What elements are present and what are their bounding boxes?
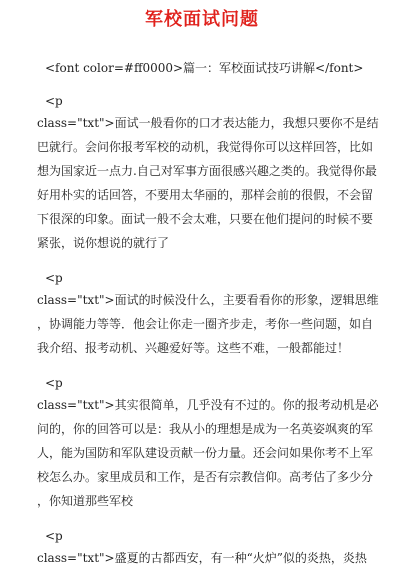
- paragraph-line: ，你知道那些军校: [37, 494, 134, 508]
- paragraph-line: class="txt">面试一般看你的口才表达能力，我想只要你不是结: [37, 116, 379, 130]
- paragraph-line: 想为国家近一点力.自己对军事方面很感兴趣之类的。我觉得你最: [37, 164, 377, 178]
- paragraph-block: [37, 268, 379, 360]
- paragraph-line: 问的，你的回答可以是：我从小的理想是成为一名英姿飒爽的军: [37, 422, 374, 436]
- paragraph-block: [37, 526, 367, 570]
- section-subhead: <font color=#ff0000>篇一：军校面试技巧讲解</font>: [45, 61, 364, 75]
- paragraph-line: class="txt">盛夏的古都西安，有一种“火炉”似的炎热，炎热: [37, 551, 367, 565]
- paragraph-block: [37, 373, 379, 513]
- p-tag-open: <p: [45, 376, 63, 390]
- paragraph-line: 巴就行。会问你报考军校的动机，我觉得你可以这样回答，比如: [37, 140, 374, 154]
- paragraph-line: 紧张，说你想说的就行了: [37, 236, 170, 250]
- p-tag-open: <p: [45, 529, 63, 543]
- paragraph-line: ，协调能力等等．他会让你走一圈齐步走，考你一些问题，如自: [37, 317, 374, 331]
- paragraph-line: class="txt">面试的时候没什么，主要看看你的形象，逻辑思维: [37, 293, 379, 307]
- paragraph-block: [37, 91, 379, 255]
- paragraph-line: 人，能为国防和军队建设贡献一份力量。还会问如果你考不上军: [37, 446, 374, 460]
- paragraph-line: 我介绍、报考动机、兴趣爱好等。这些不难，一般都能过！: [37, 341, 350, 355]
- p-tag-open: <p: [45, 271, 63, 285]
- paragraph-line: 校怎么办。家里成员和工作，是否有宗教信仰。高考估了多少分: [37, 470, 374, 484]
- paragraph-line: 好用朴实的话回答，不要用太华丽的，那样会前的很假，不会留: [37, 188, 374, 202]
- paragraph-line: 下很深的印象。面试一般不会太难，只要在他们提问的时候不要: [37, 212, 374, 226]
- p-tag-open: <p: [45, 94, 63, 108]
- page-title: 军校面试问题: [145, 9, 259, 30]
- paragraph-line: class="txt">其实很简单，几乎没有不过的。你的报考动机是必: [37, 398, 379, 412]
